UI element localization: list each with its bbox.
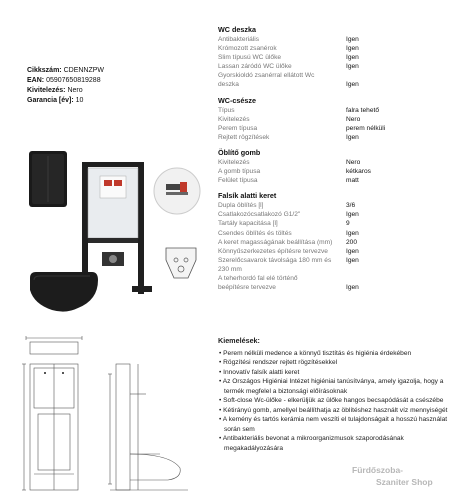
list-item: • Kétirányú gomb, amellyel beállíthatja az öblítéshez használt víz mennyiségét bbox=[219, 406, 448, 414]
spec-value: 200 bbox=[346, 238, 358, 246]
spec-value: Igen bbox=[346, 211, 359, 219]
spec-key: Tartály kapacitása [l] bbox=[218, 220, 278, 228]
spec-key: Szerelőcsavarok távolsága 180 mm és bbox=[218, 256, 332, 264]
spec-row bbox=[218, 53, 450, 62]
specs-panel bbox=[218, 25, 450, 298]
highlights-panel bbox=[218, 336, 450, 453]
finish-label: Kivitelezés: bbox=[27, 87, 66, 94]
list-item: • Antibakteriális bevonat a mikroorganizmusok szaporodásának megakadályozására bbox=[219, 435, 404, 452]
spec-row bbox=[218, 238, 450, 247]
product-info bbox=[27, 66, 104, 106]
spec-key: Típus bbox=[218, 106, 235, 114]
spec-row bbox=[218, 167, 450, 176]
spec-section-wc-bowl bbox=[218, 96, 450, 142]
spec-row bbox=[218, 247, 450, 256]
spec-value: Igen bbox=[346, 247, 359, 255]
spec-key: Csatlakozócsatlakozó G1/2" bbox=[218, 211, 301, 219]
list-item: • Rögzítési rendszer rejtett rögzítésekkel bbox=[219, 359, 338, 366]
list-item: • Az Országos Higiéniai Intézet higiéniai tanúsítványa, amely igazolja, hogy a termék megfelel a biztonsági előírásoknak bbox=[219, 378, 444, 395]
spec-row bbox=[218, 201, 450, 210]
spec-key: Kivitelezés bbox=[218, 158, 250, 166]
ean-value: 05907650819288 bbox=[46, 77, 101, 84]
toilet-bowl-image bbox=[26, 270, 100, 318]
spec-key: Felület típusa bbox=[218, 177, 258, 185]
spec-key: 230 mm bbox=[218, 265, 242, 273]
spec-row bbox=[218, 35, 450, 44]
spec-key: Könnyűszerkezetes építésre tervezve bbox=[218, 247, 328, 255]
spec-value: Nero bbox=[346, 158, 361, 166]
sound-mat-image bbox=[160, 244, 202, 284]
ean-label: EAN: bbox=[27, 77, 45, 84]
finish-value: Nero bbox=[67, 87, 83, 94]
spec-row bbox=[218, 62, 450, 71]
spec-row bbox=[218, 219, 450, 228]
spec-row bbox=[218, 274, 450, 283]
spec-row bbox=[218, 115, 450, 124]
spec-value: Nero bbox=[346, 115, 361, 123]
flush-button-image bbox=[28, 150, 68, 210]
spec-key: Dupla öblítés [l] bbox=[218, 202, 264, 210]
spec-key: A keret magasságának beállítása (mm) bbox=[218, 238, 333, 246]
spec-key: deszka bbox=[218, 81, 239, 89]
spec-key: Lassan záródó WC ülőke bbox=[218, 63, 292, 71]
sku-value: CDENNZPW bbox=[63, 67, 105, 74]
list-item: • A kemény és tartós kerámia nem veszíti el tulajdonságait a hosszú használat során sem bbox=[219, 416, 448, 433]
spec-row bbox=[218, 158, 450, 167]
spec-row bbox=[218, 283, 450, 292]
spec-row bbox=[218, 124, 450, 133]
spec-row bbox=[218, 210, 450, 219]
section-title: WC-csésze bbox=[218, 95, 256, 105]
spec-row bbox=[218, 265, 450, 274]
spec-section-flush-button bbox=[218, 148, 450, 185]
spec-row bbox=[218, 229, 450, 238]
spec-key: Kivitelezés bbox=[218, 115, 250, 123]
product-info-row bbox=[27, 66, 104, 76]
spec-value: Igen bbox=[346, 36, 359, 43]
spec-key: Antibakteriális bbox=[218, 36, 260, 43]
spec-row bbox=[218, 106, 450, 115]
spec-key: Csendes öblítés és töltés bbox=[218, 229, 292, 237]
spec-value: Igen bbox=[346, 54, 359, 62]
spec-value: Igen bbox=[346, 133, 359, 141]
list-item: • Innovatív falsík alatti keret bbox=[219, 368, 300, 376]
shop-watermark bbox=[352, 464, 433, 488]
warranty-value: 10 bbox=[75, 97, 84, 104]
spec-value: Igen bbox=[346, 63, 359, 71]
spec-row bbox=[218, 80, 450, 89]
watermark-line: Fürdőszoba- bbox=[352, 465, 403, 475]
spec-value: 9 bbox=[346, 220, 350, 228]
spec-value: 3/6 bbox=[346, 202, 356, 210]
spec-value: perem nélküli bbox=[346, 124, 386, 132]
spec-row bbox=[218, 256, 450, 265]
spec-value: Igen bbox=[346, 229, 359, 237]
spec-key: A teherhordó fal elé történő bbox=[218, 274, 298, 282]
section-title: Falsík alatti keret bbox=[218, 191, 277, 201]
spec-key: Gyorskioldó zsanérral ellátott Wc bbox=[218, 72, 315, 80]
technical-drawing bbox=[20, 334, 190, 496]
spec-key: beépítésre tervezve bbox=[218, 284, 276, 292]
spec-value: matt bbox=[346, 177, 359, 185]
spec-section-wc-seat bbox=[218, 25, 450, 90]
section-title: Öblítő gomb bbox=[218, 147, 261, 157]
list-item: • Perem nélküli medence a könnyű tisztítás és higiénia érdekében bbox=[219, 349, 412, 357]
highlights-title: Kiemelések: bbox=[218, 336, 260, 345]
bracket-detail-image bbox=[152, 166, 202, 216]
warranty-label: Garancia [év]: bbox=[27, 97, 74, 104]
highlights-list bbox=[218, 349, 450, 454]
sku-label: Cikkszám: bbox=[27, 67, 62, 74]
spec-row bbox=[218, 133, 450, 142]
spec-value: Igen bbox=[346, 81, 359, 89]
watermark-line: Szaniter Shop bbox=[376, 477, 433, 487]
spec-key: A gomb típusa bbox=[218, 168, 261, 176]
spec-key: Rejtett rögzítések bbox=[218, 133, 270, 141]
product-info-row bbox=[27, 96, 104, 106]
spec-row bbox=[218, 44, 450, 53]
spec-value: kétkaros bbox=[346, 168, 371, 176]
section-title: WC deszka bbox=[218, 25, 256, 34]
spec-key: Perem típusa bbox=[218, 124, 258, 132]
spec-section-frame bbox=[218, 191, 450, 292]
spec-value: falra tehető bbox=[346, 106, 379, 114]
list-item: • Soft-close Wc-ülőke - elkerüljük az ülőke hangos becsapódását a csészébe bbox=[219, 397, 444, 404]
spec-value: Igen bbox=[346, 256, 359, 264]
product-info-row bbox=[27, 86, 104, 96]
product-info-row bbox=[27, 76, 104, 86]
spec-key: Slim típusú WC ülőke bbox=[218, 54, 282, 62]
spec-value: Igen bbox=[346, 284, 359, 292]
spec-key: Krómozott zsanérok bbox=[218, 45, 277, 53]
spec-row bbox=[218, 176, 450, 185]
spec-value: Igen bbox=[346, 45, 359, 53]
spec-row bbox=[218, 71, 450, 80]
